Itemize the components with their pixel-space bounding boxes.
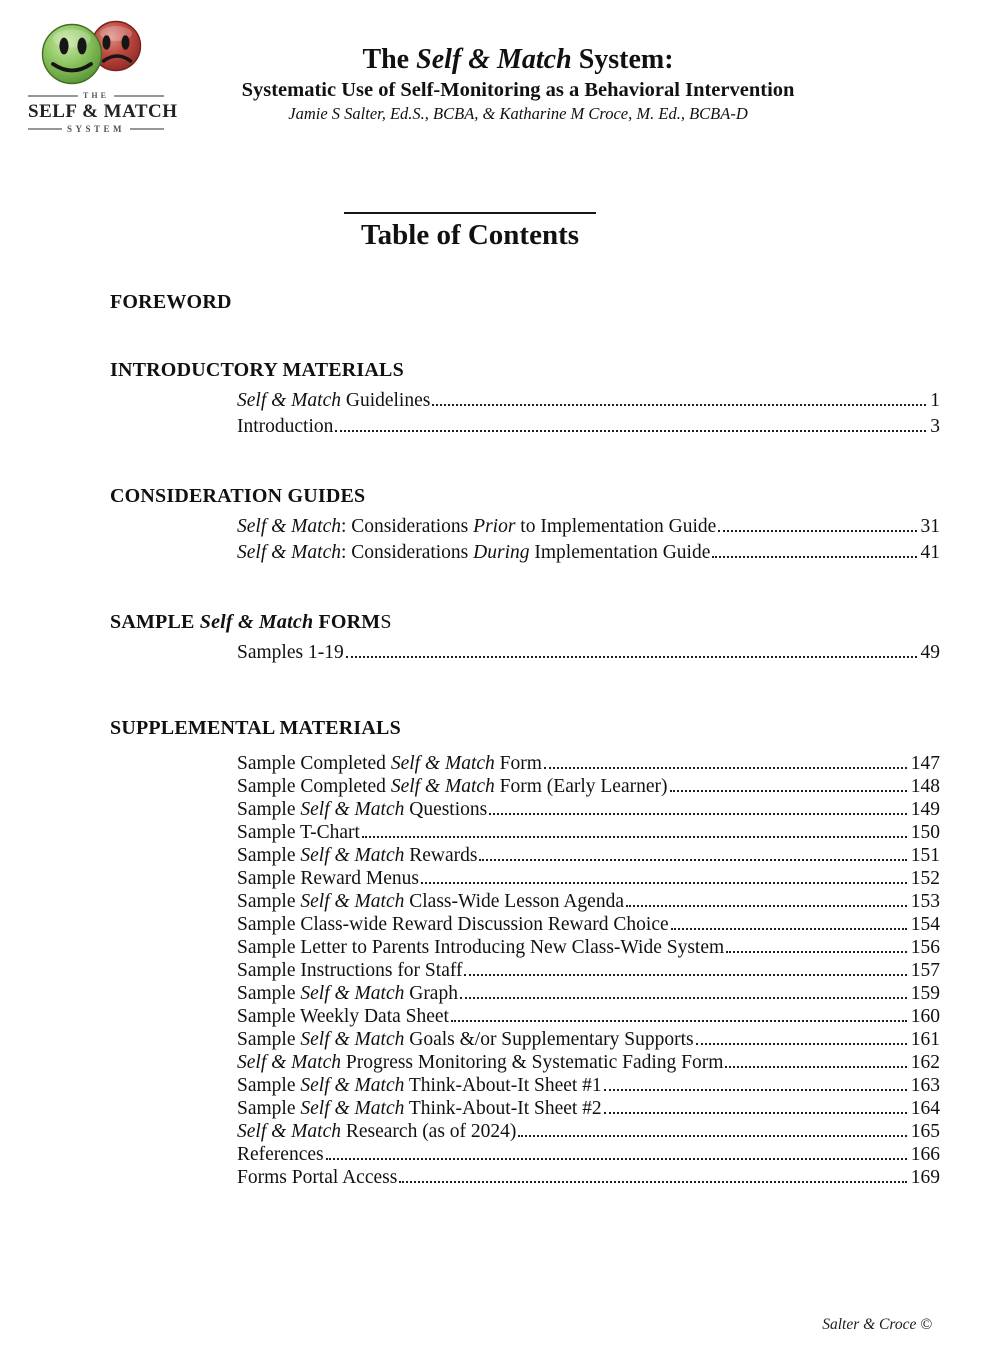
- dotted-leader: [399, 1181, 906, 1183]
- toc-entry: [237, 1005, 940, 1028]
- toc-section-heading: [110, 716, 994, 740]
- toc-page-number: 165: [910, 1121, 940, 1142]
- dotted-leader: [626, 905, 907, 907]
- text-segment: References: [237, 1144, 324, 1165]
- text-segment: Self & Match: [237, 516, 341, 537]
- toc-entry-title: [237, 867, 419, 890]
- dotted-leader: [346, 656, 917, 658]
- text-segment: Sample: [237, 799, 301, 820]
- toc-page-number: 3: [930, 416, 940, 437]
- dotted-leader: [421, 882, 907, 884]
- text-segment: Progress Monitoring & Systematic Fading Form: [340, 1052, 724, 1073]
- toc-entry: [237, 1051, 940, 1074]
- toc-entry-title: [237, 798, 487, 821]
- toc-page-number: 163: [910, 1075, 940, 1096]
- text-segment: Introduction: [237, 416, 334, 437]
- toc-entry-title: [237, 821, 360, 844]
- logo-the-label: THE: [83, 91, 109, 100]
- dotted-leader: [518, 1135, 906, 1137]
- text-segment: Form: [494, 753, 542, 774]
- toc-section-heading: [110, 290, 994, 314]
- text-segment: Implementation Guide: [529, 542, 711, 563]
- dotted-leader: [432, 404, 926, 406]
- text-segment: Sample Completed: [237, 753, 391, 774]
- text-segment: Graph: [404, 983, 458, 1004]
- toc-section: [0, 716, 994, 1189]
- toc-entry: [237, 890, 940, 913]
- toc-page-number: 49: [920, 642, 940, 663]
- toc-entry: [237, 1166, 940, 1189]
- toc-entry: [237, 959, 940, 982]
- dotted-leader: [718, 530, 916, 532]
- dotted-leader: [335, 430, 926, 432]
- toc-entry: [237, 775, 940, 798]
- toc-entry-title: [237, 936, 724, 959]
- logo-line: [28, 128, 62, 130]
- dotted-leader: [712, 556, 916, 558]
- toc-page-number: 164: [910, 1098, 940, 1119]
- toc-section: [0, 610, 994, 666]
- toc-entry: [237, 514, 940, 540]
- text-segment: Self & Match: [237, 390, 341, 411]
- toc-entry: [237, 1097, 940, 1120]
- toc-entry: [237, 936, 940, 959]
- toc-section-heading: [110, 484, 994, 508]
- toc-entry-title: [237, 1028, 694, 1051]
- logo-system-label: SYSTEM: [67, 124, 126, 134]
- text-segment: Guidelines: [340, 390, 431, 411]
- text-segment: Think-About-It Sheet #2: [404, 1098, 602, 1119]
- toc-page-number: 156: [910, 937, 940, 958]
- dotted-leader: [604, 1089, 907, 1091]
- toc-page-number: 157: [910, 960, 940, 981]
- text-segment: FORM: [313, 611, 381, 633]
- toc-page-number: 149: [910, 799, 940, 820]
- text-segment: Prior: [473, 516, 516, 537]
- text-segment: INTRODUCTORY MATERIALS: [110, 359, 404, 381]
- toc-entry-title: [237, 959, 462, 982]
- toc-entry: [237, 414, 940, 440]
- text-segment: During: [473, 542, 530, 563]
- toc-page-number: 148: [910, 776, 940, 797]
- toc-section: [0, 484, 994, 566]
- toc-page-number: 169: [910, 1167, 940, 1188]
- text-segment: Self & Match: [237, 542, 341, 563]
- toc-entry: [237, 1120, 940, 1143]
- dotted-leader: [489, 813, 907, 815]
- text-segment: Self & Match: [300, 845, 405, 866]
- toc-page-number: 166: [910, 1144, 940, 1165]
- text-segment: to Implementation Guide: [515, 516, 717, 537]
- text-segment: Sample: [237, 1029, 301, 1050]
- text-segment: Sample Letter to Parents Introducing New Class-Wide System: [237, 937, 725, 958]
- toc-entry-title: [237, 1166, 397, 1189]
- text-segment: Self & Match: [300, 1098, 405, 1119]
- toc-section-heading: [110, 610, 994, 634]
- text-segment: System:: [571, 44, 674, 75]
- toc-page-number: 162: [910, 1052, 940, 1073]
- text-segment: Self & Match: [390, 776, 495, 797]
- text-segment: Self & Match: [300, 1029, 405, 1050]
- text-segment: Sample Instructions for Staff: [237, 960, 463, 981]
- toc-page-number: 154: [910, 914, 940, 935]
- toc-section-heading: [110, 358, 994, 382]
- book-authors: Jamie S Salter, Ed.S., BCBA, & Katharine M Croce, M. Ed., BCBA-D: [288, 104, 748, 123]
- dotted-leader: [326, 1158, 907, 1160]
- copyright-credit: Salter & Croce ©: [822, 1316, 932, 1333]
- toc-section: [0, 358, 994, 440]
- toc-divider-line: [344, 212, 596, 214]
- text-segment: Rewards: [404, 845, 478, 866]
- toc-entry: [237, 752, 940, 775]
- toc-entry-title: [237, 844, 477, 867]
- dotted-leader: [670, 790, 907, 792]
- text-segment: Self & Match: [199, 611, 314, 633]
- text-segment: Self & Match: [416, 44, 572, 75]
- text-segment: Sample T-Chart: [237, 822, 360, 843]
- toc-entry: [237, 540, 940, 566]
- logo-line: [130, 128, 164, 130]
- dotted-leader: [726, 951, 907, 953]
- text-segment: Goals &/or Supplementary Supports: [404, 1029, 694, 1050]
- text-segment: Sample: [237, 845, 301, 866]
- text-segment: Sample: [237, 891, 301, 912]
- table-of-contents: [0, 290, 994, 1189]
- toc-entry-list: [237, 640, 940, 666]
- toc-entry: [237, 1074, 940, 1097]
- toc-entry: [237, 1028, 940, 1051]
- text-segment: Self & Match: [300, 799, 405, 820]
- toc-entry: [237, 1143, 940, 1166]
- text-segment: Sample Completed: [237, 776, 391, 797]
- toc-entry-title: [237, 1143, 324, 1166]
- logo-brand-name: SELF & MATCH: [28, 101, 178, 122]
- dotted-leader: [460, 997, 907, 999]
- logo-system-row: [28, 124, 164, 134]
- text-segment: Self & Match: [300, 1075, 405, 1096]
- toc-entry: [237, 821, 940, 844]
- toc-entry-title: [237, 775, 668, 798]
- text-segment: Sample Reward Menus: [237, 868, 419, 889]
- toc-section: [0, 290, 994, 314]
- toc-entry: [237, 640, 940, 666]
- text-segment: Samples 1-19: [237, 642, 344, 663]
- text-segment: Forms Portal Access: [237, 1167, 398, 1188]
- text-segment: Self & Match: [300, 891, 405, 912]
- toc-page-number: 150: [910, 822, 940, 843]
- text-segment: Self & Match: [237, 1121, 341, 1142]
- dotted-leader: [451, 1020, 907, 1022]
- toc-entry: [237, 982, 940, 1005]
- text-segment: SUPPLEMENTAL MATERIALS: [110, 717, 401, 739]
- text-segment: The: [362, 44, 417, 75]
- toc-entry-title: [237, 1097, 602, 1120]
- toc-entry-title: [237, 1074, 602, 1097]
- toc-entry: [237, 913, 940, 936]
- toc-entry: [237, 867, 940, 890]
- toc-entry-title: [237, 982, 458, 1005]
- toc-page-number: 159: [910, 983, 940, 1004]
- toc-page-number: 151: [910, 845, 940, 866]
- toc-entry-title: [237, 1120, 516, 1143]
- dotted-leader: [725, 1066, 906, 1068]
- toc-entry-title: [237, 514, 716, 540]
- text-segment: Form (Early Learner): [494, 776, 668, 797]
- toc-entry-title: [237, 752, 542, 775]
- text-segment: Self & Match: [390, 753, 495, 774]
- toc-entry-title: [237, 1051, 723, 1074]
- text-segment: S: [380, 611, 392, 633]
- text-segment: SAMPLE: [110, 611, 200, 633]
- toc-page-number: 1: [930, 390, 940, 411]
- toc-page-number: 41: [920, 542, 940, 563]
- dotted-leader: [362, 836, 907, 838]
- dotted-leader: [479, 859, 906, 861]
- dotted-leader: [696, 1043, 907, 1045]
- toc-page-number: 152: [910, 868, 940, 889]
- text-segment: Sample: [237, 1098, 301, 1119]
- document-header: [0, 0, 994, 150]
- text-segment: Class-Wide Lesson Agenda: [404, 891, 624, 912]
- text-segment: : Considerations: [340, 542, 474, 563]
- text-segment: Research (as of 2024): [340, 1121, 517, 1142]
- toc-page-number: 31: [920, 516, 940, 537]
- dotted-leader: [604, 1112, 907, 1114]
- text-segment: CONSIDERATION GUIDES: [110, 485, 366, 507]
- toc-entry-title: [237, 1005, 449, 1028]
- text-segment: Sample Class-wide Reward Discussion Reward Choice: [237, 914, 669, 935]
- toc-entry: [237, 388, 940, 414]
- toc-entry-title: [237, 414, 333, 440]
- text-segment: Questions: [404, 799, 488, 820]
- toc-page-number: 160: [910, 1006, 940, 1027]
- toc-page-number: 153: [910, 891, 940, 912]
- dotted-leader: [464, 974, 906, 976]
- toc-entry-list: [237, 388, 940, 440]
- book-title: [21, 44, 994, 76]
- toc-entry: [237, 844, 940, 867]
- book-subtitle: Systematic Use of Self-Monitoring as a Behavioral Intervention: [241, 79, 795, 101]
- text-segment: Sample Weekly Data Sheet: [237, 1006, 449, 1027]
- text-segment: FOREWORD: [110, 291, 232, 313]
- toc-entry-title: [237, 540, 710, 566]
- text-segment: Self & Match: [300, 983, 405, 1004]
- toc-entry-title: [237, 913, 669, 936]
- text-segment: Self & Match: [237, 1052, 341, 1073]
- toc-entry-title: [237, 640, 344, 666]
- page-footer: [822, 1316, 932, 1334]
- text-segment: Think-About-It Sheet #1: [404, 1075, 602, 1096]
- text-segment: Sample: [237, 1075, 301, 1096]
- toc-entry-list: [237, 514, 940, 566]
- toc-page-number: 147: [910, 753, 940, 774]
- toc-entry-title: [237, 388, 430, 414]
- toc-entry-title: [237, 890, 624, 913]
- toc-page-number: 161: [910, 1029, 940, 1050]
- dotted-leader: [544, 767, 907, 769]
- toc-entry: [237, 798, 940, 821]
- text-segment: : Considerations: [340, 516, 474, 537]
- header-text-block: [21, 0, 994, 124]
- dotted-leader: [671, 928, 907, 930]
- toc-title: Table of Contents: [360, 219, 580, 251]
- toc-entry-list: [237, 752, 940, 1189]
- text-segment: Sample: [237, 983, 301, 1004]
